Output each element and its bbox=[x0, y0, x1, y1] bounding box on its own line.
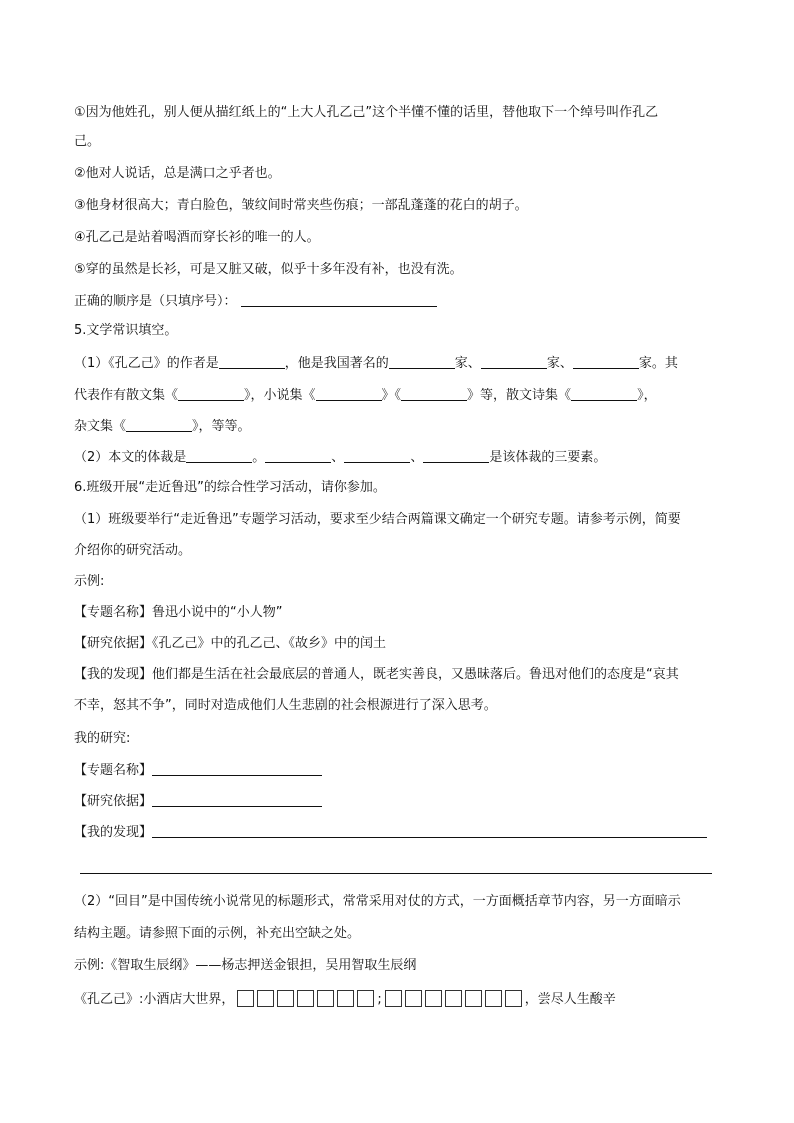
essay-collection-blank[interactable] bbox=[178, 386, 244, 401]
q5-text: 是该体裁的三要素。 bbox=[489, 450, 607, 465]
q5-text: 》《 bbox=[381, 388, 402, 403]
answer-box[interactable] bbox=[405, 990, 422, 1007]
element-blank-1[interactable] bbox=[265, 448, 331, 463]
answer-boxes-1[interactable] bbox=[237, 990, 374, 1007]
q5-text: 》，小说集《 bbox=[244, 388, 316, 403]
example-topic: 【专题名称】鲁迅小说中的“小人物” bbox=[74, 605, 283, 620]
my-finding-blank[interactable] bbox=[152, 823, 707, 838]
q5-heading: 5.文学常识填空。 bbox=[74, 323, 178, 338]
my-research-label: 我的研究: bbox=[74, 731, 131, 746]
q6-sub2-line1: （2）“回目”是中国传统小说常见的标题形式，常常采用对仗的方式，一方面概括章节内容，另一方面暗示 bbox=[74, 894, 681, 909]
essay-blank[interactable] bbox=[126, 417, 192, 432]
q6-heading: 6.班级开展“走近鲁迅”的综合性学习活动，请你参加。 bbox=[74, 480, 386, 495]
answer-box[interactable] bbox=[337, 990, 354, 1007]
order-answer-row bbox=[74, 292, 437, 311]
my-basis-label: 【研究依据】 bbox=[74, 794, 153, 809]
final-suffix: ，尝尽人生酸辛 bbox=[524, 992, 616, 1007]
order-item-1-cont: 己。 bbox=[74, 134, 101, 149]
q5-text: （2）本文的体裁是 bbox=[74, 450, 187, 465]
order-answer-label: 正确的顺序是（只填序号）： bbox=[74, 294, 237, 309]
answer-boxes-2[interactable] bbox=[385, 990, 522, 1007]
q5-text: 家。其 bbox=[638, 356, 678, 371]
identity-blank-2[interactable] bbox=[481, 354, 547, 369]
answer-box[interactable] bbox=[277, 990, 294, 1007]
example-finding-line1: 【我的发现】他们都是生活在社会最底层的普通人，既老实善良，又愚昧落后。鲁迅对他们的态度是“哀其 bbox=[74, 667, 679, 682]
q5-sub1-line3 bbox=[74, 417, 251, 436]
answer-box[interactable] bbox=[317, 990, 334, 1007]
q6-sub2-line2: 结构主题。请参照下面的示例，补充出空缺之处。 bbox=[74, 926, 361, 941]
my-basis-row bbox=[74, 792, 322, 811]
example-basis: 【研究依据】《孔乙己》中的孔乙己、《故乡》中的闰土 bbox=[74, 636, 387, 651]
q5-text: 。 bbox=[252, 450, 266, 465]
answer-box[interactable] bbox=[237, 990, 254, 1007]
q5-text: 》， bbox=[637, 388, 657, 403]
order-item-2: ②他对人说话，总是满口之乎者也。 bbox=[74, 166, 281, 181]
element-blank-2[interactable] bbox=[344, 448, 410, 463]
answer-box[interactable] bbox=[297, 990, 314, 1007]
author-blank[interactable] bbox=[219, 354, 285, 369]
q5-sub1-line1 bbox=[74, 354, 678, 373]
order-item-1: ①因为他姓孔，别人便从描红纸上的“上大人孔乙己”这个半懂不懂的话里，替他取下一个绰号叫作孔乙 bbox=[74, 105, 659, 120]
answer-box[interactable] bbox=[445, 990, 462, 1007]
final-row bbox=[74, 990, 616, 1009]
q5-text: （1）《孔乙己》的作者是 bbox=[74, 356, 219, 371]
q5-text: 家、 bbox=[454, 356, 481, 371]
final-separator: ; bbox=[377, 992, 382, 1007]
my-topic-row bbox=[74, 761, 322, 780]
q5-text: ，他是我国著名的 bbox=[284, 356, 389, 371]
q5-sub2-line bbox=[74, 448, 606, 467]
my-finding-row bbox=[74, 823, 707, 842]
example-label: 示例: bbox=[74, 574, 105, 589]
order-answer-blank[interactable] bbox=[241, 292, 437, 307]
q5-text: 杂文集《 bbox=[74, 419, 127, 434]
answer-box[interactable] bbox=[465, 990, 482, 1007]
order-item-3: ③他身材很高大；青白脸色，皱纹间时常夹些伤痕；一部乱蓬蓬的花白的胡子。 bbox=[74, 198, 528, 213]
final-prefix: 《孔乙己》:小酒店大世界， bbox=[74, 992, 235, 1007]
novel-collection-blank-1[interactable] bbox=[316, 386, 382, 401]
q5-text: 代表作有散文集《 bbox=[74, 388, 179, 403]
my-basis-blank[interactable] bbox=[152, 792, 322, 807]
my-finding-label: 【我的发现】 bbox=[74, 825, 153, 840]
novel-collection-blank-2[interactable] bbox=[401, 386, 467, 401]
element-blank-3[interactable] bbox=[423, 448, 489, 463]
answer-box[interactable] bbox=[385, 990, 402, 1007]
q5-text: 、 bbox=[410, 450, 424, 465]
q6-sub1-line1: （1）班级要举行“走近鲁迅”专题学习活动，要求至少结合两篇课文确定一个研究专题。请参考示例，简要 bbox=[74, 512, 681, 527]
identity-blank-3[interactable] bbox=[573, 354, 639, 369]
order-item-5: ⑤穿的虽然是长衫，可是又脏又破，似乎十多年没有补，也没有洗。 bbox=[74, 262, 463, 277]
q6-sub1-line2: 介绍你的研究活动。 bbox=[74, 543, 192, 558]
q5-sub1-line2 bbox=[74, 386, 657, 405]
q5-text: 》，等等。 bbox=[192, 419, 251, 434]
example-finding-line2: 不幸，怒其不争”，同时对造成他们人生悲剧的社会根源进行了深入思考。 bbox=[74, 698, 497, 713]
my-topic-blank[interactable] bbox=[152, 761, 322, 776]
answer-box[interactable] bbox=[257, 990, 274, 1007]
q5-text: 家、 bbox=[546, 356, 573, 371]
order-item-4: ④孔乙己是站着喝酒而穿长衫的唯一的人。 bbox=[74, 230, 320, 245]
prose-poem-blank[interactable] bbox=[571, 386, 637, 401]
answer-box[interactable] bbox=[357, 990, 374, 1007]
q5-text: 》等，散文诗集《 bbox=[467, 388, 572, 403]
example2: 示例:《智取生辰纲》——杨志押送金银担，吴用智取生辰纲 bbox=[74, 958, 417, 973]
my-finding-blank-line2[interactable] bbox=[80, 873, 712, 874]
answer-box[interactable] bbox=[485, 990, 502, 1007]
genre-blank[interactable] bbox=[186, 448, 252, 463]
my-topic-label: 【专题名称】 bbox=[74, 763, 153, 778]
identity-blank-1[interactable] bbox=[389, 354, 455, 369]
answer-box[interactable] bbox=[505, 990, 522, 1007]
answer-box[interactable] bbox=[425, 990, 442, 1007]
q5-text: 、 bbox=[331, 450, 345, 465]
